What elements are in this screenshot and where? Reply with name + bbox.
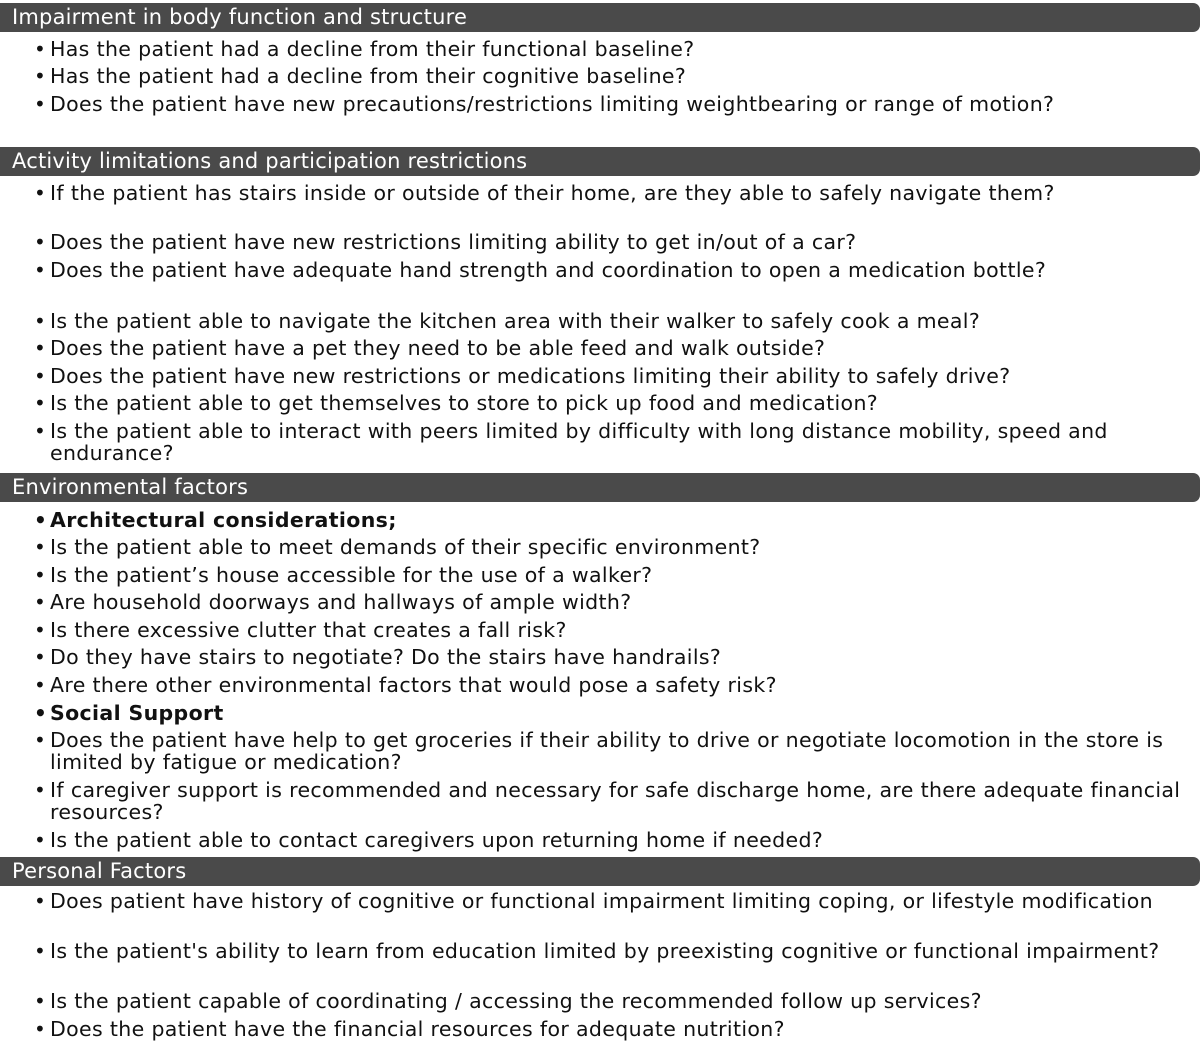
list-item: • Does the patient have new restrictions or medications limiting their ability to safely drive? xyxy=(34,364,1011,388)
list-item: • Is the patient able to navigate the kitchen area with their walker to safely cook a meal? xyxy=(34,309,981,333)
list-item: • Is there excessive clutter that creates a fall risk? xyxy=(34,618,567,642)
list-item: • Does patient have history of cognitive or functional impairment limiting coping, or lifestyle modification xyxy=(34,889,1153,913)
bullet-icon: • xyxy=(34,645,47,669)
list-item: • Is the patient able to meet demands of their specific environment? xyxy=(34,535,761,559)
bullet-icon: • xyxy=(34,563,47,587)
list-item: • If caregiver support is recommended and necessary for safe discharge home, are there adequate financial resources? xyxy=(34,778,1181,824)
list-item-subheading: • Architectural considerations; xyxy=(34,508,397,532)
bullet-icon: • xyxy=(34,939,47,963)
bullet-icon: • xyxy=(34,391,47,415)
bullet-icon: • xyxy=(34,535,47,559)
bullet-icon: • xyxy=(34,336,47,360)
bullet-icon: • xyxy=(34,1017,47,1041)
bullet-icon: • xyxy=(34,618,47,642)
list-item: • Does the patient have the financial resources for adequate nutrition? xyxy=(34,1017,785,1041)
section-header-environmental: Environmental factors xyxy=(0,473,1200,502)
list-item: • Is the patient able to interact with peers limited by difficulty with long distance mobility, speed and endurance? xyxy=(34,419,1108,465)
list-item: • Is the patient able to contact caregivers upon returning home if needed? xyxy=(34,828,824,852)
bullet-icon: • xyxy=(34,37,47,61)
bullet-icon: • xyxy=(34,419,47,443)
list-item: • Is the patient able to get themselves to store to pick up food and medication? xyxy=(34,391,879,415)
list-item: • Do they have stairs to negotiate? Do the stairs have handrails? xyxy=(34,645,722,669)
list-item: • Has the patient had a decline from their cognitive baseline? xyxy=(34,64,687,88)
bullet-icon: • xyxy=(34,258,47,282)
bullet-icon: • xyxy=(34,828,47,852)
bullet-icon: • xyxy=(34,590,47,614)
bullet-icon: • xyxy=(34,701,48,725)
bullet-icon: • xyxy=(34,508,48,532)
list-item: • Has the patient had a decline from their functional baseline? xyxy=(34,37,695,61)
list-item: • Is the patient capable of coordinating / accessing the recommended follow up services? xyxy=(34,989,982,1013)
list-item: • If the patient has stairs inside or outside of their home, are they able to safely navigate them? xyxy=(34,181,1055,205)
section-header-impairment: Impairment in body function and structure xyxy=(0,3,1200,32)
list-item: • Does the patient have adequate hand strength and coordination to open a medication bottle? xyxy=(34,258,1047,282)
section-header-activity: Activity limitations and participation restrictions xyxy=(0,147,1200,176)
section-header-personal: Personal Factors xyxy=(0,857,1200,886)
bullet-icon: • xyxy=(34,230,47,254)
bullet-icon: • xyxy=(34,989,47,1013)
bullet-icon: • xyxy=(34,889,47,913)
bullet-icon: • xyxy=(34,92,47,116)
bullet-icon: • xyxy=(34,728,47,752)
list-item-subheading: • Social Support xyxy=(34,701,224,725)
list-item: • Is the patient's ability to learn from education limited by preexisting cognitive or functional impairment? xyxy=(34,939,1160,963)
list-item: • Does the patient have new precautions/restrictions limiting weightbearing or range of motion? xyxy=(34,92,1055,116)
list-item: • Are household doorways and hallways of ample width? xyxy=(34,590,632,614)
list-item: • Does the patient have help to get groceries if their ability to drive or negotiate locomotion in the store is limited by fatigue or medication? xyxy=(34,728,1164,774)
bullet-icon: • xyxy=(34,364,47,388)
bullet-icon: • xyxy=(34,309,47,333)
list-item: • Does the patient have new restrictions limiting ability to get in/out of a car? xyxy=(34,230,857,254)
list-item: • Are there other environmental factors that would pose a safety risk? xyxy=(34,673,777,697)
bullet-icon: • xyxy=(34,778,47,802)
list-item: • Is the patient’s house accessible for the use of a walker? xyxy=(34,563,653,587)
bullet-icon: • xyxy=(34,64,47,88)
bullet-icon: • xyxy=(34,673,47,697)
bullet-icon: • xyxy=(34,181,47,205)
list-item: • Does the patient have a pet they need to be able feed and walk outside? xyxy=(34,336,826,360)
